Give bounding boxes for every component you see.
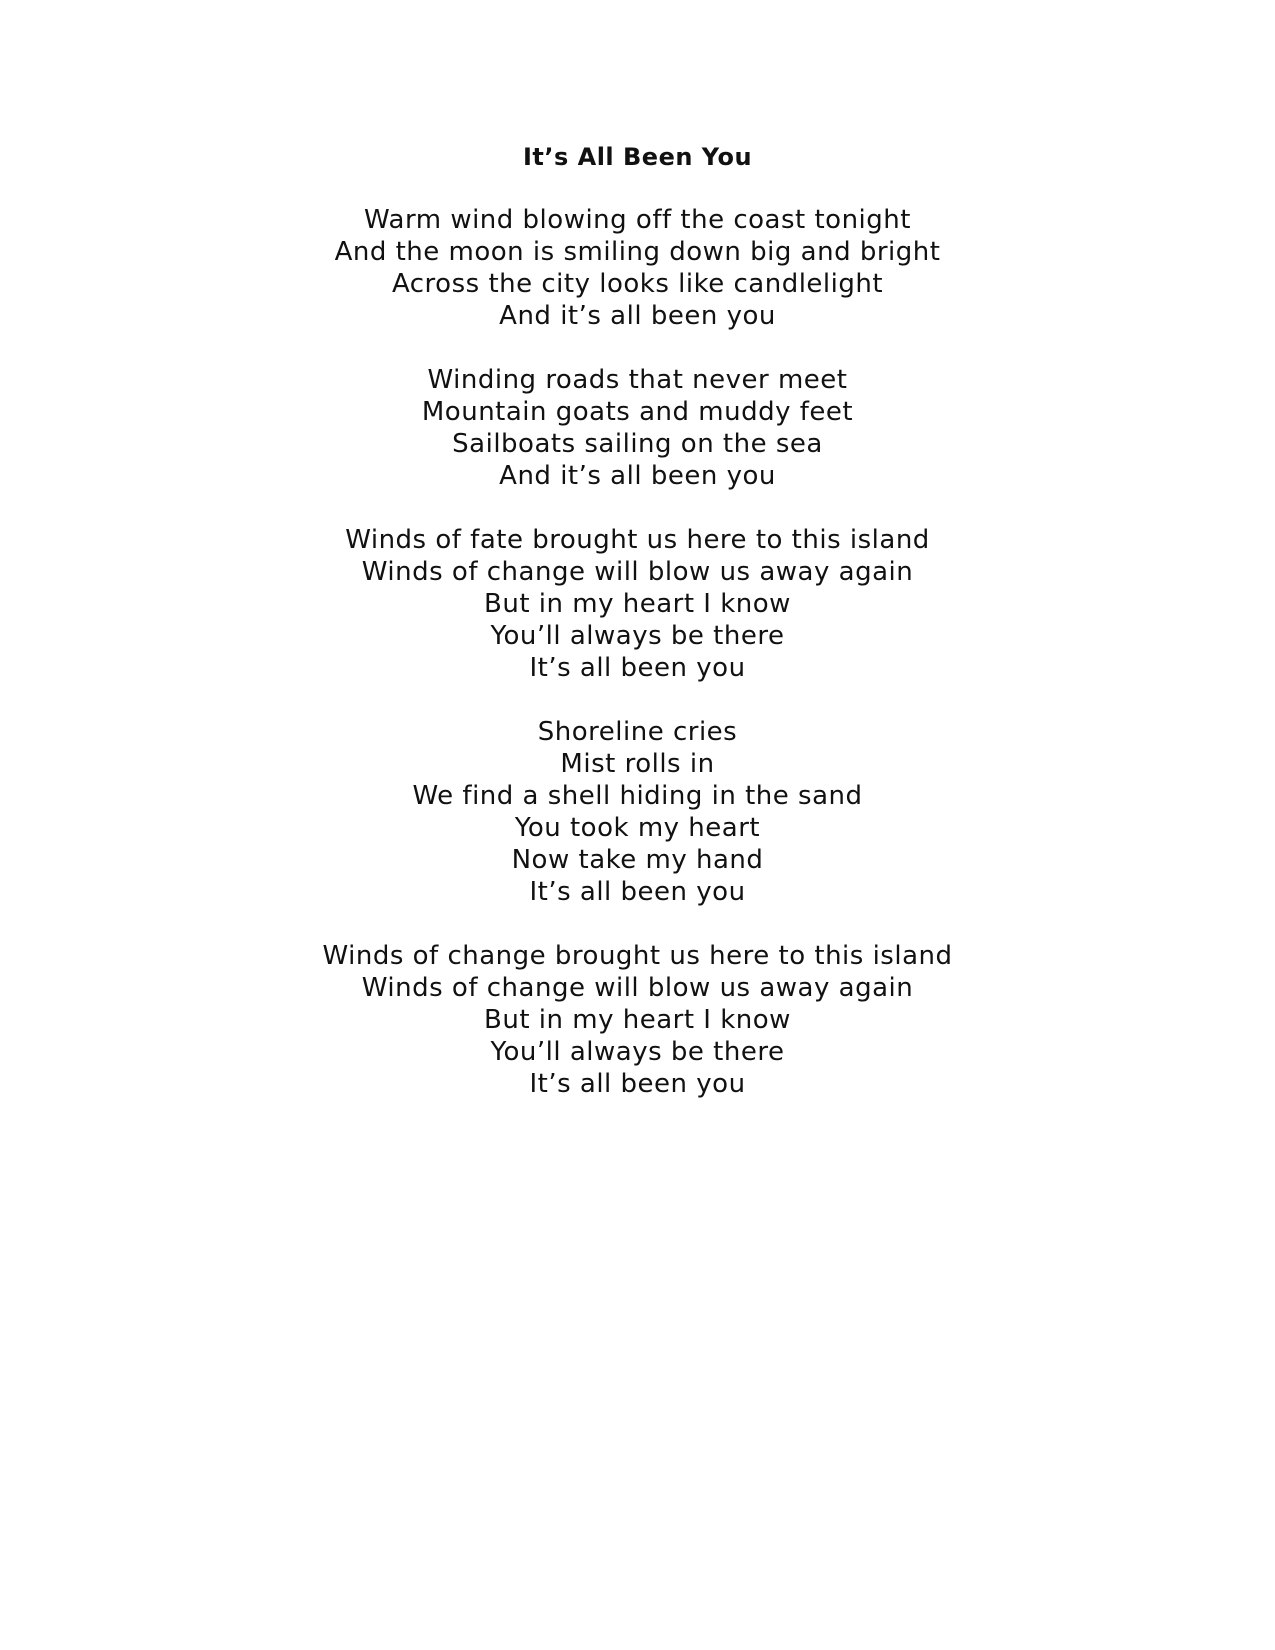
lyric-line: But in my heart I know <box>484 1005 791 1035</box>
song-title: It’s All Been You <box>522 143 753 171</box>
stanza-3 <box>0 524 1275 684</box>
lyric-line: Across the city looks like candlelight <box>391 269 884 299</box>
lyric-line: Winding roads that never meet <box>427 365 848 395</box>
stanza-2 <box>0 364 1275 492</box>
lyric-line: And it’s all been you <box>499 461 776 491</box>
stanza-4 <box>0 716 1275 908</box>
lyric-line: Warm wind blowing off the coast tonight <box>364 205 911 235</box>
lyric-line: Winds of change brought us here to this island <box>322 941 953 971</box>
lyric-line: You took my heart <box>514 813 761 843</box>
lyric-line: You’ll always be there <box>490 1037 785 1067</box>
lyric-line: And the moon is smiling down big and bright <box>334 237 941 267</box>
lyric-line: Winds of fate brought us here to this island <box>345 525 930 555</box>
lyric-line: Mist rolls in <box>560 749 715 779</box>
lyric-line: It’s all been you <box>529 877 746 907</box>
lyric-line: It’s all been you <box>529 1069 746 1099</box>
lyric-line: Now take my hand <box>511 845 764 875</box>
lyric-line: Mountain goats and muddy feet <box>421 397 854 427</box>
lyric-line: Sailboats sailing on the sea <box>452 429 823 459</box>
lyric-line: Shoreline cries <box>537 717 738 747</box>
lyric-line: But in my heart I know <box>484 589 791 619</box>
lyric-line: And it’s all been you <box>499 301 776 331</box>
lyric-line: Winds of change will blow us away again <box>361 557 914 587</box>
lyric-line: Winds of change will blow us away again <box>361 973 914 1003</box>
stanza-5 <box>0 940 1275 1100</box>
lyric-line: You’ll always be there <box>490 621 785 651</box>
lyric-line: We find a shell hiding in the sand <box>412 781 863 811</box>
lyric-line: It’s all been you <box>529 653 746 683</box>
lyrics-body <box>0 140 1275 1132</box>
stanza-1 <box>0 204 1275 332</box>
